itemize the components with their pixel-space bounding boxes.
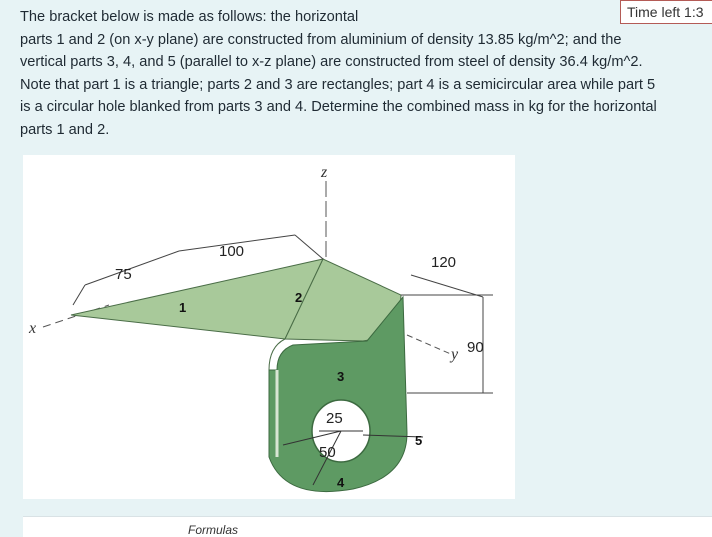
question-line-3: vertical parts 3, 4, and 5 (parallel to x-z plane) are constructed from steel of density 36.4 kg/m^2.	[20, 54, 643, 70]
dim-50-label: 50	[319, 444, 336, 461]
dim-75-line	[85, 251, 179, 285]
y-axis-line	[407, 335, 453, 355]
dim-100-ext	[295, 235, 323, 259]
dim-120-line	[411, 275, 483, 297]
question-line-6: parts 1 and 2.	[20, 121, 110, 138]
question-line-1: The bracket below is made as follows: the horizontal	[20, 9, 359, 25]
formulas-label: Formulas	[188, 523, 239, 537]
z-axis-label: z	[321, 164, 328, 181]
x-axis-label: x	[29, 320, 37, 337]
part-5-label: 5	[415, 433, 423, 448]
dim-25-label: 25	[326, 410, 343, 427]
question-line-2: parts 1 and 2 (on x-y plane) are constructed from aluminium of density 13.85 kg/m^2; and the	[20, 31, 622, 48]
dim-75-ext	[73, 285, 85, 305]
y-axis-label: y	[451, 346, 459, 363]
part-1-label: 1	[179, 300, 187, 315]
formulas-section[interactable]	[23, 516, 712, 537]
part-3-label: 3	[337, 369, 345, 384]
question-line-5: is a circular hole blanked from parts 3 and 4. Determine the combined mass in kg for the horizontal	[20, 99, 657, 115]
bracket-diagram	[23, 155, 515, 499]
part-4-label: 4	[337, 475, 345, 490]
dim-90-label: 90	[467, 339, 484, 356]
question-line-4: Note that part 1 is a triangle; parts 2 and 3 are rectangles; part 4 is a semicircular area while part 5	[20, 76, 656, 93]
dim-120-label: 120	[431, 254, 457, 271]
question-text	[20, 6, 712, 141]
time-left-indicator: Time left 1:3	[620, 0, 712, 24]
dim-100-label: 100	[219, 243, 245, 260]
part-2-label: 2	[295, 290, 303, 305]
part-1-triangle	[71, 259, 323, 339]
bracket-figure	[23, 155, 515, 499]
dim-75-label: 75	[115, 266, 132, 283]
